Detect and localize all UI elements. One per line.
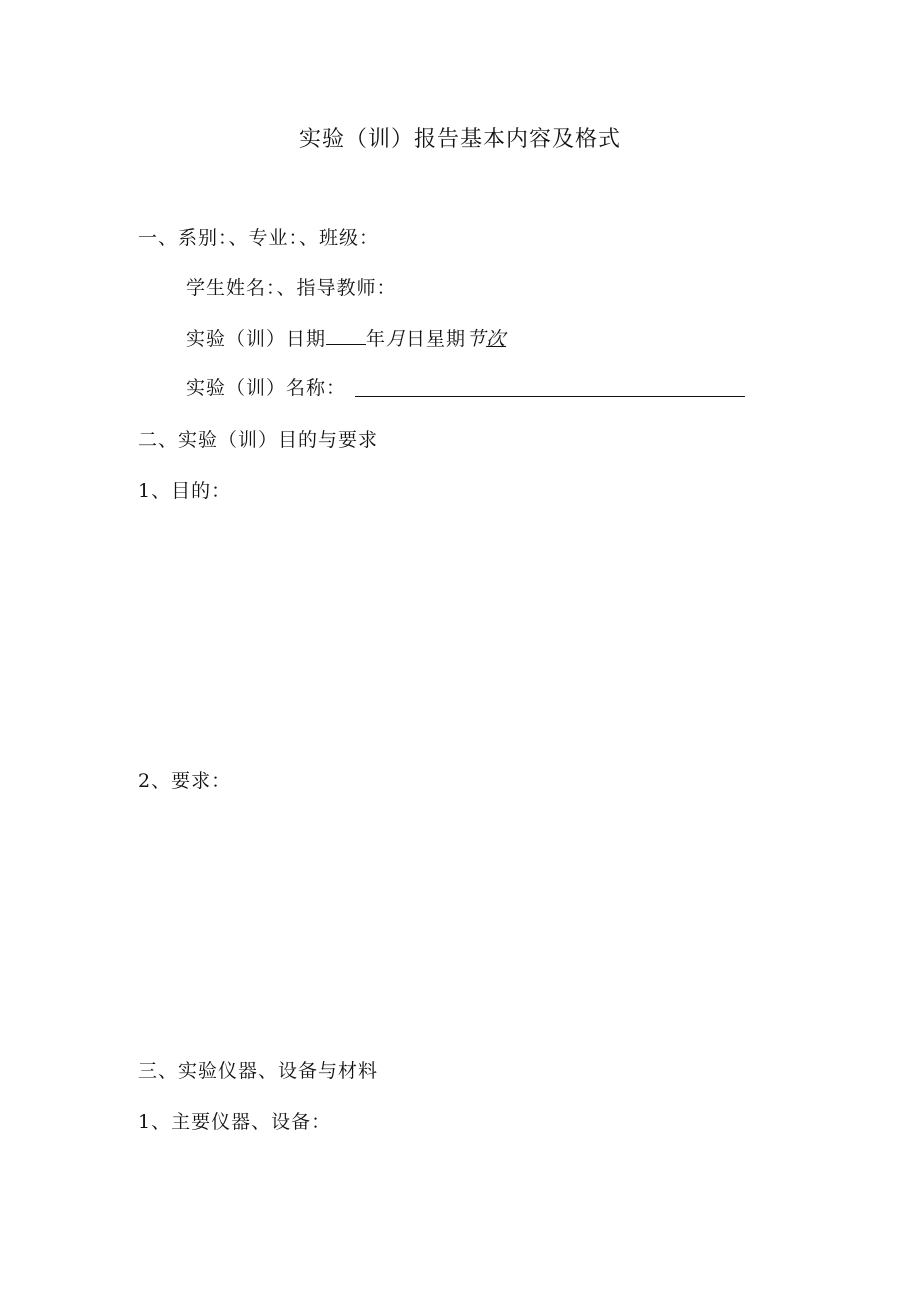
document-title: 实验（训）报告基本内容及格式 xyxy=(298,127,621,152)
period-label: 节 xyxy=(466,328,487,350)
department-major-class-line: 一、系别：、专业：、班级： xyxy=(138,227,380,249)
requirements-item: 2、要求： xyxy=(138,770,232,792)
date-prefix-label: 实验（训）日期 xyxy=(186,328,327,350)
section-three-heading: 三、实验仪器、设备与材料 xyxy=(138,1060,379,1082)
student-teacher-line: 学生姓名：、指导教师： xyxy=(186,277,397,299)
year-label: 年 xyxy=(366,328,387,350)
day-week-label: 日星期 xyxy=(406,328,467,350)
section-two-heading: 二、实验（训）目的与要求 xyxy=(138,429,379,451)
experiment-name-blank xyxy=(355,396,745,397)
experiment-name-label: 实验（训）名称： xyxy=(186,377,347,399)
purpose-item: 1、目的： xyxy=(138,480,232,502)
experiment-date-line xyxy=(186,326,506,351)
times-label: 次 xyxy=(486,328,507,350)
main-instruments-item: 1、主要仪器、设备： xyxy=(138,1111,332,1133)
date-blank xyxy=(326,326,366,345)
month-label: 月 xyxy=(386,328,407,350)
